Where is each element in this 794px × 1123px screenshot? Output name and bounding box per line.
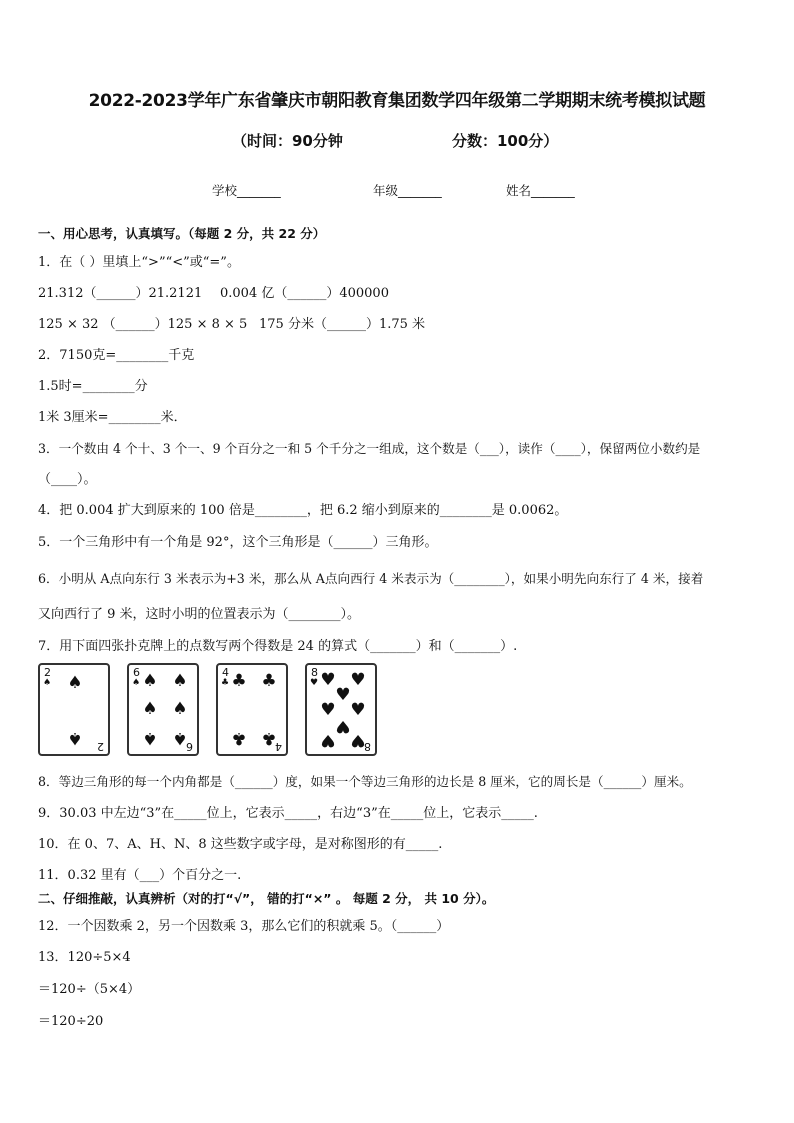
heart-icon: ♥ (320, 700, 336, 720)
q1-row2a: 125 × 32 （______）125 × 8 × 5 (38, 317, 248, 332)
heart-icon: ♥ (320, 670, 336, 690)
card-rank: 2 (97, 740, 104, 753)
q2-a: 2．7150克=________千克 (38, 348, 195, 363)
heart-icon: ♥ (310, 678, 319, 688)
heart-icon: ♥ (320, 730, 336, 750)
q6-line1: 6．小明从 A点向东行 3 米表示为+3 米，那么从 A点向西行 4 米表示为（________），如果小明先向东行了 4 米，接着 (38, 571, 704, 586)
grade-field: 年级_______ (373, 183, 442, 198)
q13-a: 13．120÷5×4 (38, 950, 131, 965)
q5: 5．一个三角形中有一个角是 92°，这个三角形是（______）三角形。 (38, 535, 438, 550)
q3-line2: （____）。 (38, 472, 97, 487)
exam-title: 2022-2023学年广东省肇庆市朝阳教育集团数学四年级第二学期期末统考模拟试题 (88, 91, 706, 111)
playing-card-2 (38, 663, 110, 756)
card-rank: 6 (133, 666, 140, 679)
playing-card-4 (216, 663, 288, 756)
spade-icon: ♠ (43, 678, 52, 688)
q13-c: ＝120÷20 (38, 1014, 104, 1029)
playing-card-8 (305, 663, 377, 756)
spade-icon: ♠ (142, 671, 158, 691)
heart-icon: ♥ (335, 685, 351, 705)
q7: 7．用下面四张扑克牌上的点数写两个得数是 24 的算式（_______）和（_______）. (38, 639, 518, 654)
heart-icon: ♥ (350, 700, 366, 720)
playing-card-6 (127, 663, 199, 756)
spade-icon: ♠ (67, 728, 83, 748)
name-field: 姓名_______ (506, 183, 575, 198)
heart-icon: ♥ (350, 730, 366, 750)
q4: 4．把 0.004 扩大到原来的 100 倍是________，把 6.2 缩小到原来的________是 0.0062。 (38, 503, 568, 518)
q9: 9．30.03 中左边“3”在_____位上，它表示_____，右边“3”在_____位上，它表示_____. (38, 806, 538, 821)
school-field: 学校_______ (212, 183, 281, 198)
spade-icon: ♠ (142, 728, 158, 748)
section-2-heading: 二、仔细推敲，认真辨析（对的打“√”， 错的打“×” 。 每题 2 分， 共 10 分）。 (38, 891, 495, 906)
q13-b: ＝120÷（5×4） (38, 982, 141, 997)
spade-icon: ♠ (132, 678, 141, 688)
q1-stem: 1．在（ ）里填上“>”“<”或“=”。 (38, 255, 240, 270)
q2-b: 1.5时=________分 (38, 379, 148, 394)
card-rank: 2 (44, 666, 51, 679)
q2-c: 1米 3厘米=________米． (38, 410, 187, 425)
card-rank: 8 (364, 740, 371, 753)
spade-icon: ♠ (67, 673, 83, 693)
q1-row1a: 21.312（______）21.2121 (38, 286, 203, 301)
exam-score: 分数：100分） (452, 132, 559, 150)
card-rank: 4 (275, 740, 282, 753)
q10: 10．在 0、7、A、H、N、8 这些数字或字母，是对称图形的有_____. (38, 837, 443, 852)
heart-icon: ♥ (350, 670, 366, 690)
spade-icon: ♠ (142, 699, 158, 719)
heart-icon: ♥ (335, 716, 351, 736)
card-rank: 6 (186, 740, 193, 753)
q1-row1b: 0.004 亿（______）400000 (220, 286, 389, 301)
q3-line1: 3．一个数由 4 个十、3 个一、9 个百分之一和 5 个千分之一组成，这个数是（___），读作（____），保留两位小数约是 (38, 441, 701, 456)
q8: 8．等边三角形的每一个内角都是（______）度，如果一个等边三角形的边长是 8 厘米，它的周长是（______）厘米。 (38, 774, 692, 789)
card-rank: 4 (222, 666, 229, 679)
q12: 12．一个因数乘 2，另一个因数乘 3，那么它们的积就乘 5。（______） (38, 919, 450, 934)
exam-time: （时间：90分钟 (232, 132, 343, 150)
q1-row2b: 175 分米（______）1.75 米 (259, 317, 426, 332)
club-icon: ♣ (231, 671, 247, 691)
club-icon: ♣ (261, 728, 277, 748)
spade-icon: ♠ (172, 699, 188, 719)
spade-icon: ♠ (172, 671, 188, 691)
q11: 11．0.32 里有（___）个百分之一. (38, 868, 242, 883)
club-icon: ♣ (231, 728, 247, 748)
club-icon: ♣ (221, 678, 230, 688)
q6-line2: 又向西行了 9 米，这时小明的位置表示为（________）。 (38, 607, 361, 622)
club-icon: ♣ (261, 671, 277, 691)
section-1-heading: 一、用心思考，认真填写。（每题 2 分，共 22 分） (38, 226, 326, 241)
card-rank: 8 (311, 666, 318, 679)
spade-icon: ♠ (172, 728, 188, 748)
